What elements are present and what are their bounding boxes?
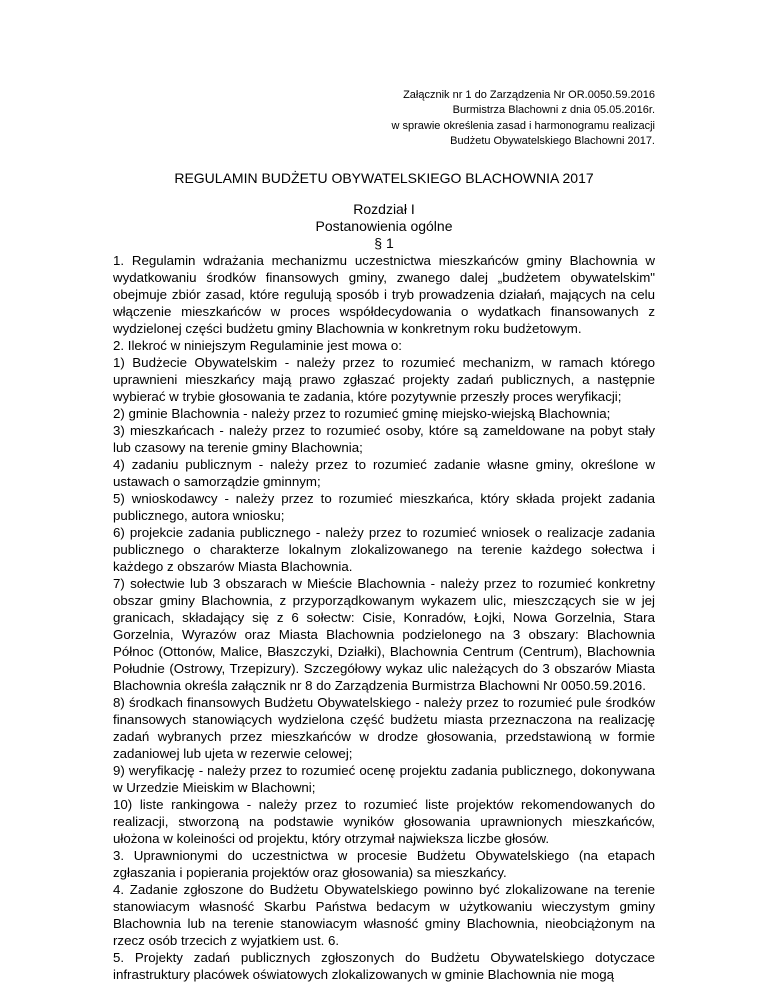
paragraph: 4) zadaniu publicznym - należy przez to rozumieć zadanie własne gminy, określone w ustawach o samorządzie gminnym; bbox=[113, 456, 655, 489]
document-title: REGULAMIN BUDŻETU OBYWATELSKIEGO BLACHOWNIA 2017 bbox=[174, 169, 594, 186]
paragraph: 3) mieszkańcach - należy przez to rozumieć osoby, które są zameldowane na pobyt stały lub czasowy na terenie gminy Blachownia; bbox=[113, 422, 655, 455]
paragraph: 7) sołectwie lub 3 obszarach w Mieście Blachownia - należy przez to rozumieć konkretny obszar gminy Blachownia, z przyporządkowanym wykazem ulic, mieszczących sie w jej granicach, składający się z 6 sołectw: Cisie, Konradów, Łojki, Nowa Gorzelnia, Stara Gorzelnia, Wyrazów oraz Miasta Blachownia podzielonego na 3 obszary: Blachownia Północ (Ottonów, Malice, Błaszczyki, Działki), Blachownia Centrum (Centrum), Blachownia Południe (Ostrowy, Trzepizury). Szczegółowy wykaz ulic należących do 3 obszarów Miasta Blachownia określa załącznik nr 8 do Zarządzenia Burmistrza Blachowni Nr 0050.59.2016. bbox=[113, 575, 655, 693]
annex-header bbox=[113, 88, 655, 150]
paragraph: 9) weryfikację - należy przez to rozumieć ocenę projektu zadania publicznego, dokonywana w Urzedzie Mieiskim w Blachowni; bbox=[113, 762, 655, 795]
annex-line: Budżetu Obywatelskiego Blachowni 2017. bbox=[450, 135, 655, 148]
paragraph: 1) Budżecie Obywatelskim - należy przez to rozumieć mechanizm, w ramach którego uprawnieni mieszkańcy mają prawo zgłaszać projekty zadań publicznych, a następnie wybierać w trybie głosowania te zadania, które pozytywnie przeszły proces weryfikacji; bbox=[113, 354, 655, 404]
chapter-name: Postanowienia ogólne bbox=[315, 217, 453, 234]
paragraph: 2. Ilekroć w niniejszym Regulaminie jest mowa o: bbox=[113, 337, 402, 353]
paragraph: 8) środkach finansowych Budżetu Obywatelskiego - należy przez to rozumieć pule środków finansowych stanowiących wydzielona część budżetu miasta przeznaczona na realizację zadań wybranych przez mieszkańców w drodze głosowania, przedstawioną w formie zadaniowej lub ujeta w rezerwie celowej; bbox=[113, 694, 655, 761]
paragraph: 1. Regulamin wdrażania mechanizmu uczestnictwa mieszkańców gminy Blachownia w wydatkowaniu środków finansowych gminy, zwanego dalej „budżetem obywatelskim" obejmuje zbiór zasad, które regulują sposób i tryb prowadzenia działań, mających na celu włączenie mieszkańców w proces współdecydowania o wydatkach finansowanych z wydzielonej części budżetu gminy Blachownia w konkretnym roku budżetowym. bbox=[113, 252, 655, 336]
paragraph: 5) wnioskodawcy - należy przez to rozumieć mieszkańca, który składa projekt zadania publicznego, autora wniosku; bbox=[113, 490, 655, 523]
annex-line: Załącznik nr 1 do Zarządzenia Nr OR.0050.59.2016 bbox=[403, 89, 655, 101]
document-body bbox=[113, 252, 655, 983]
chapter-heading bbox=[113, 201, 655, 252]
annex-line: w sprawie określenia zasad i harmonogramu realizacji bbox=[391, 119, 655, 132]
paragraph: 2) gminie Blachownia - należy przez to rozumieć gminę miejsko-wiejską Blachownia; bbox=[113, 405, 611, 421]
section-sign: § 1 bbox=[374, 234, 394, 251]
annex-line: Burmistrza Blachowni z dnia 05.05.2016r. bbox=[452, 104, 655, 117]
paragraph: 6) projekcie zadania publicznego - należy przez to rozumieć wniosek o realizacje zadania publicznego o charakterze lokalnym zlokalizowanego na terenie każdego sołectwa i każdego z obszarów Miasta Blachownia. bbox=[113, 524, 655, 574]
paragraph: 4. Zadanie zgłoszone do Budżetu Obywatelskiego powinno być zlokalizowane na terenie stanowiacym własność Skarbu Państwa bedacym w użytkowaniu wieczystym gminy Blachownia lub na terenie stanowiacym własność gminy Blachownia, nieobciążonym na rzecz osób trzecich z wyjatkiem ust. 6. bbox=[113, 881, 655, 948]
chapter-number: Rozdział I bbox=[353, 200, 415, 217]
paragraph: 10) liste rankingowa - należy przez to rozumieć liste projektów rekomendowanych do realizacji, stworzoną na podstawie wyników głosowania uprawnionych mieszkańców, ułożona w koleiności od projektu, który otrzymał najwieksza liczbe głosów. bbox=[113, 796, 655, 846]
paragraph: 5. Projekty zadań publicznych zgłoszonych do Budżetu Obywatelskiego dotyczace infrastruktury placówek oświatowych zlokalizowanych w gminie Blachownia nie mogą bbox=[113, 949, 655, 982]
paragraph: 3. Uprawnionymi do uczestnictwa w procesie Budżetu Obywatelskiego (na etapach zgłaszania i popierania projektów oraz głosowania) sa mieszkańcy. bbox=[113, 847, 655, 880]
